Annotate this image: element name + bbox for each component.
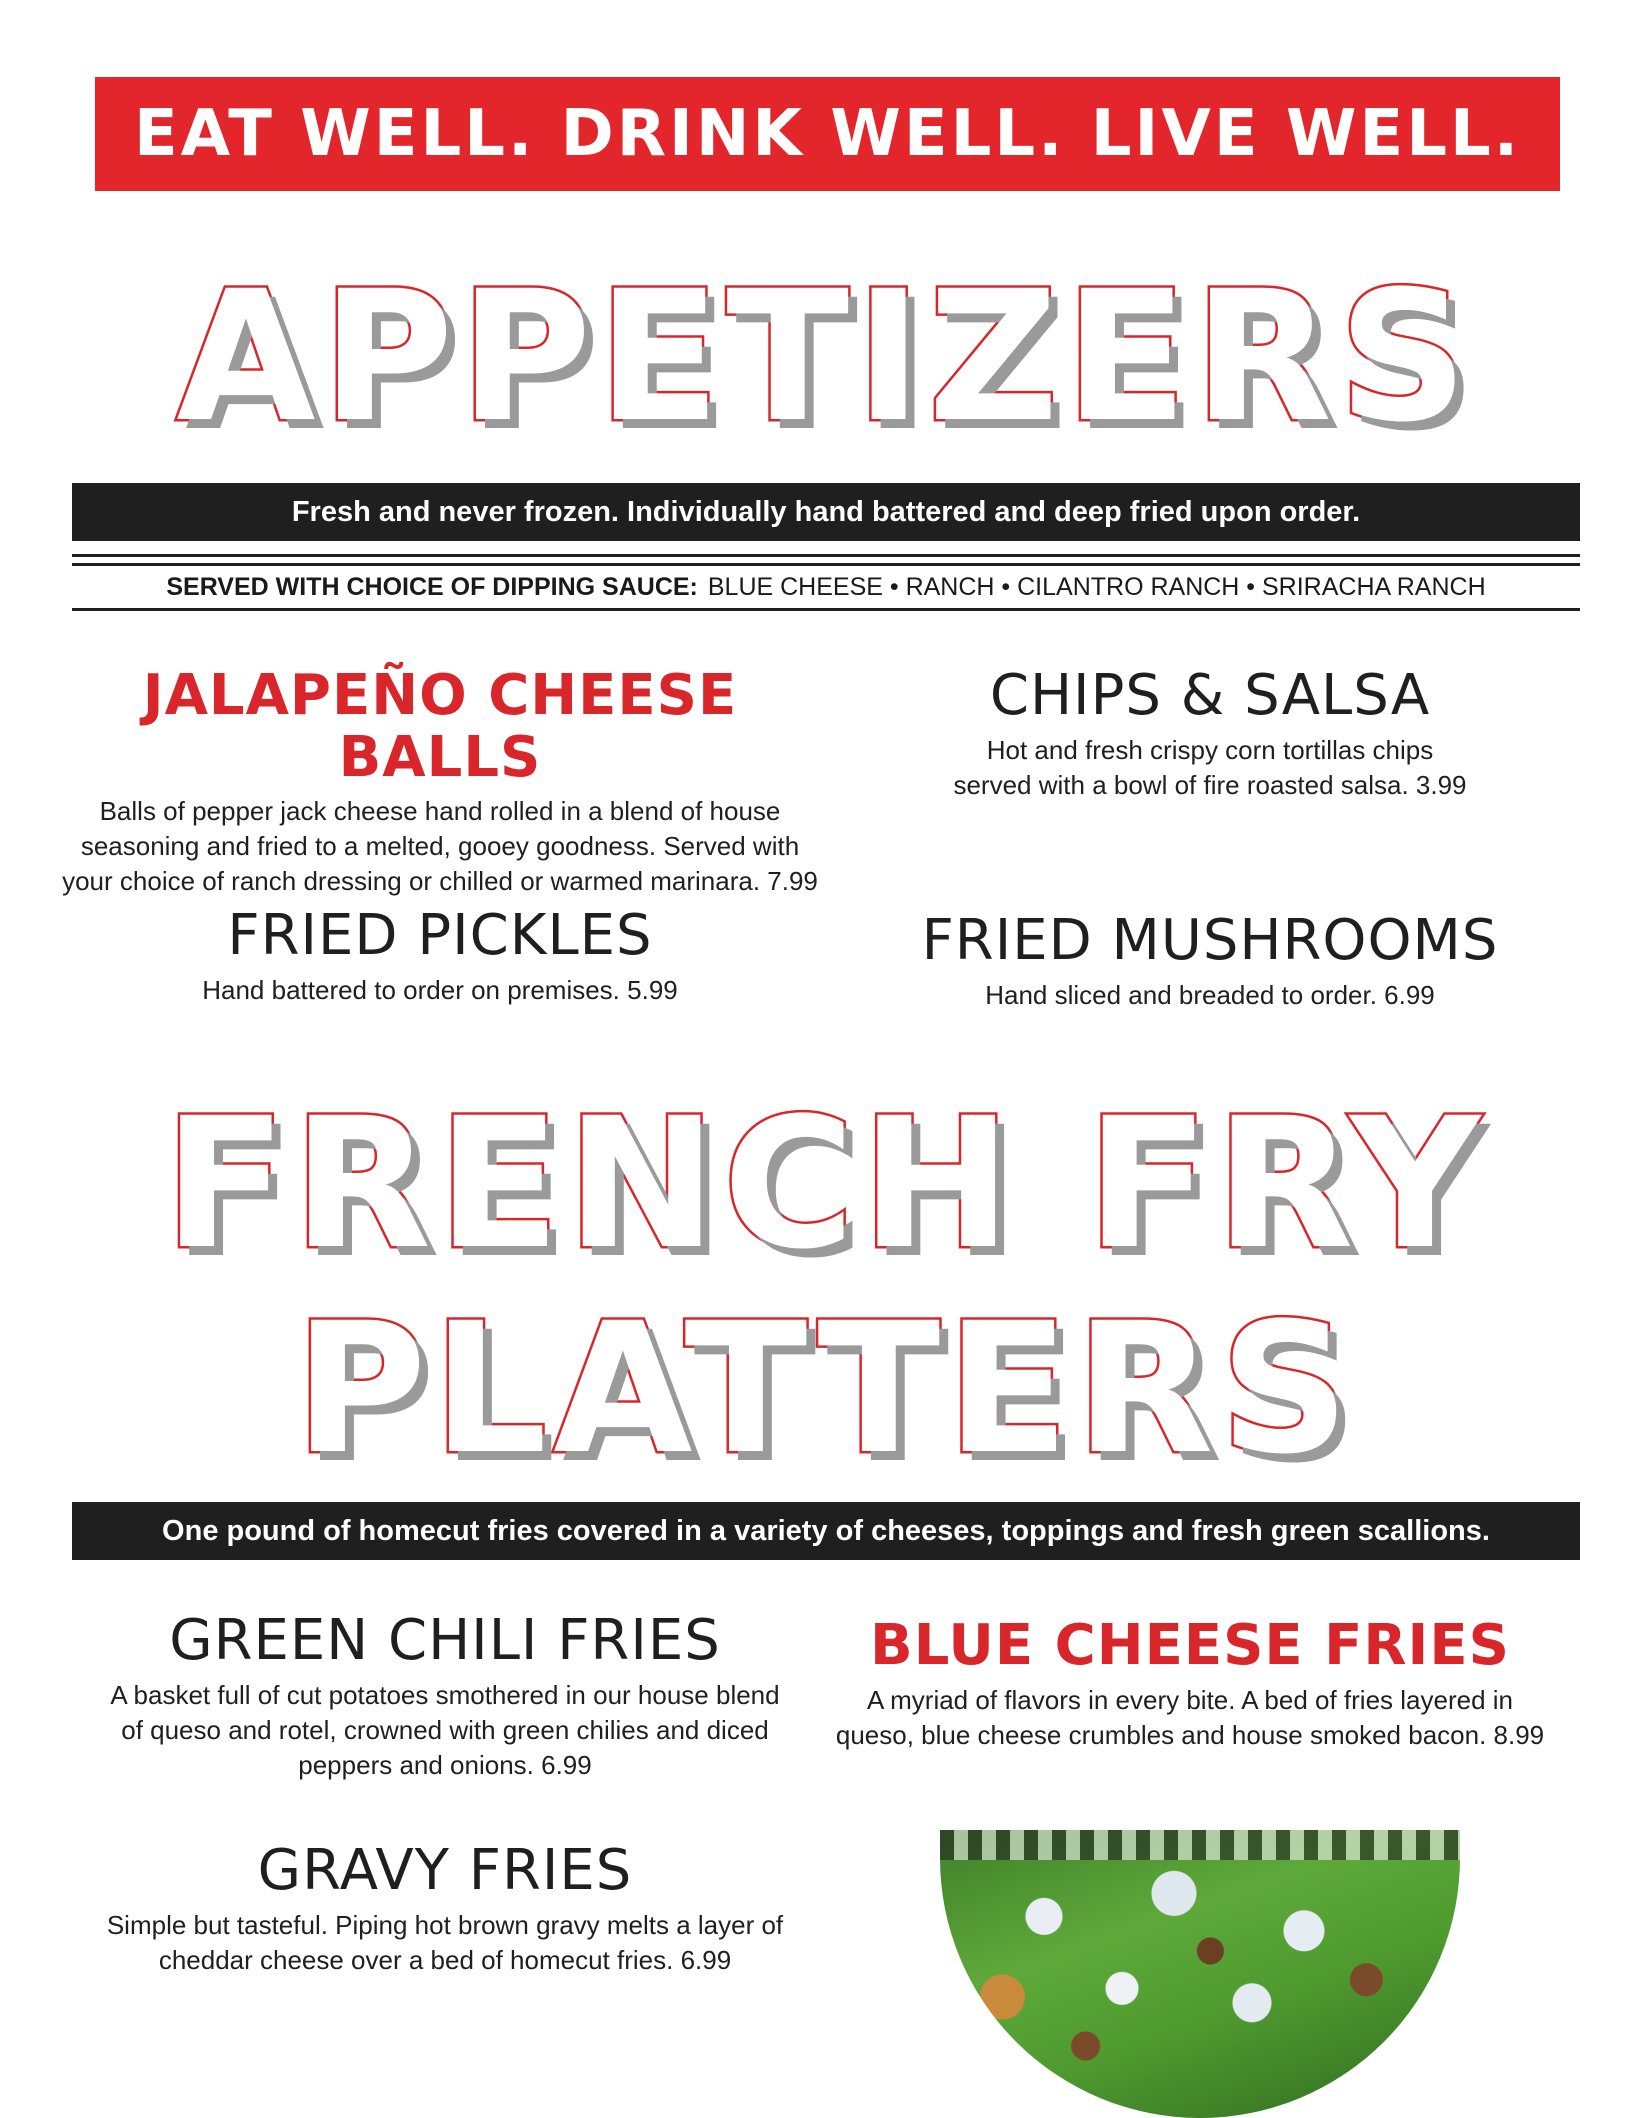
menu-item-description: Simple but tasteful. Piping hot brown gravy melts a layer of cheddar cheese over a bed of homecut fries. 6.99 bbox=[106, 1909, 784, 1975]
menu-item-chips-salsa bbox=[830, 665, 1590, 803]
menu-item-name: GRAVY FRIES bbox=[257, 1838, 633, 1903]
menu-item-fried-pickles bbox=[60, 905, 820, 1008]
menu-item-fried-mushrooms bbox=[830, 910, 1590, 1013]
menu-item-description: Hand sliced and breaded to order. 6.99 bbox=[985, 979, 1435, 1010]
menu-item-gravy-fries bbox=[65, 1840, 825, 1978]
menu-item-name: GREEN CHILI FRIES bbox=[169, 1608, 721, 1673]
dipping-sauce-options: BLUE CHEESE • RANCH • CILANTRO RANCH • SRIRACHA RANCH bbox=[707, 572, 1486, 601]
menu-item-description: A myriad of flavors in every bite. A bed of fries layered in queso, blue cheese crumbles and house smoked bacon. 8.99 bbox=[835, 1684, 1545, 1750]
menu-item-name: JALAPEÑO CHEESE BALLS bbox=[142, 663, 738, 790]
menu-item-name: FRIED MUSHROOMS bbox=[921, 908, 1499, 973]
menu-item-blue-cheese-fries bbox=[810, 1615, 1570, 1753]
tagline-text: EAT WELL. DRINK WELL. LIVE WELL. bbox=[133, 97, 1522, 171]
divider-rule bbox=[72, 554, 1580, 557]
menu-item-name: FRIED PICKLES bbox=[227, 903, 653, 968]
menu-item-description: Hot and fresh crispy corn tortillas chips served with a bowl of fire roasted salsa. 3.99 bbox=[953, 734, 1467, 800]
blue-cheese-fries-photo bbox=[940, 1830, 1460, 2118]
menu-item-jalapeno-cheese-balls bbox=[60, 665, 820, 899]
menu-item-name: BLUE CHEESE FRIES bbox=[870, 1613, 1510, 1678]
platters-tagline-strip: One pound of homecut fries covered in a variety of cheeses, toppings and fresh green scallions. bbox=[72, 1502, 1580, 1560]
french-fry-platters-title-line1: FRENCH FRY bbox=[163, 1080, 1487, 1289]
menu-item-green-chili-fries bbox=[65, 1610, 825, 1783]
basket-liner-pattern bbox=[940, 1830, 1460, 1860]
menu-item-description: A basket full of cut potatoes smothered in our house blend of queso and rotel, crowned with green chilies and diced peppers and onions. 6.99 bbox=[110, 1679, 780, 1780]
menu-item-name: CHIPS & SALSA bbox=[989, 663, 1431, 728]
menu-item-description: Balls of pepper jack cheese hand rolled in a blend of house seasoning and fried to a melted, gooey goodness. Served with your choice of ranch dressing or chilled or warmed marinara. 7.99 bbox=[62, 796, 818, 897]
menu-item-description: Hand battered to order on premises. 5.99 bbox=[202, 974, 678, 1005]
appetizers-tagline-strip: Fresh and never frozen. Individually hand battered and deep fried upon order. bbox=[72, 483, 1580, 541]
dipping-sauce-line bbox=[72, 568, 1580, 606]
divider-rule bbox=[72, 563, 1580, 566]
french-fry-platters-title-line2: PLATTERS bbox=[294, 1285, 1356, 1494]
tagline-banner bbox=[95, 77, 1560, 191]
divider-rule bbox=[72, 608, 1580, 611]
dipping-sauce-label: SERVED WITH CHOICE OF DIPPING SAUCE: bbox=[166, 572, 698, 601]
appetizers-title: APPETIZERS bbox=[176, 253, 1474, 462]
